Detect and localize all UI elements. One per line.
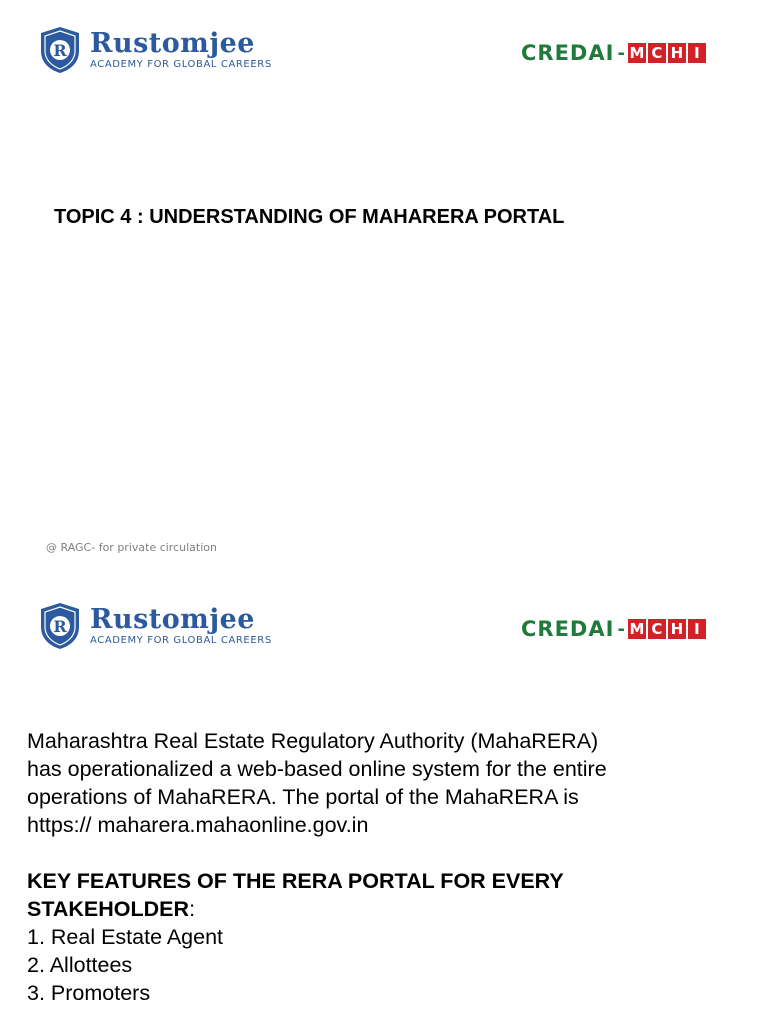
- rustomjee-wordmark: Rustomjee: [90, 27, 255, 59]
- features-heading-colon: :: [189, 897, 196, 921]
- intro-paragraph: [27, 727, 727, 839]
- logo-separator: -: [617, 42, 625, 64]
- intro-line: has operationalized a web-based online system for the entire: [27, 757, 607, 781]
- features-list: [27, 923, 223, 1007]
- features-heading: [27, 867, 727, 923]
- intro-line: Maharashtra Real Estate Regulatory Authority (MahaRERA): [27, 729, 599, 753]
- mchi-wordmark: [628, 619, 706, 639]
- credai-wordmark: CREDAI: [521, 41, 615, 65]
- features-heading-line: KEY FEATURES OF THE RERA PORTAL FOR EVERY: [27, 869, 564, 893]
- rustomjee-wordmark: Rustomjee: [90, 603, 255, 635]
- mchi-letter: M: [629, 44, 645, 62]
- mchi-letter: H: [668, 43, 686, 63]
- slide-maharera-portal: [0, 570, 768, 1024]
- svg-text:R: R: [53, 617, 67, 636]
- portal-url: https:// maharera.mahaonline.gov.in: [27, 813, 369, 837]
- credai-wordmark: CREDAI: [521, 617, 615, 641]
- mchi-letter: I: [688, 619, 706, 639]
- features-heading-line: STAKEHOLDER: [27, 897, 190, 921]
- shield-emblem-icon: [38, 601, 82, 651]
- topic-title: TOPIC 4 : UNDERSTANDING OF MAHARERA PORTAL: [54, 206, 565, 228]
- list-item: 1. Real Estate Agent: [27, 925, 224, 949]
- circulation-notice: @ RAGC- for private circulation: [46, 541, 217, 554]
- mchi-letter: C: [648, 43, 666, 63]
- mchi-wordmark: [628, 43, 706, 63]
- mchi-letter: M: [629, 620, 645, 638]
- svg-text:R: R: [53, 41, 67, 60]
- mchi-letter: H: [668, 619, 686, 639]
- intro-line: operations of MahaRERA. The portal of the MahaRERA is: [27, 785, 579, 809]
- credai-mchi-logo: [521, 40, 706, 66]
- credai-mchi-logo: [521, 616, 706, 642]
- rustomjee-logo: [38, 25, 272, 75]
- mchi-letter: I: [688, 43, 706, 63]
- mchi-letter: C: [648, 619, 666, 639]
- rustomjee-tagline: ACADEMY FOR GLOBAL CAREERS: [90, 634, 272, 646]
- rustomjee-tagline: ACADEMY FOR GLOBAL CAREERS: [90, 58, 272, 70]
- list-item: 2. Allottees: [27, 953, 133, 977]
- rustomjee-logo: [38, 601, 272, 651]
- shield-emblem-icon: [38, 25, 82, 75]
- list-item: 3. Promoters: [27, 981, 151, 1005]
- logo-separator: -: [617, 618, 625, 640]
